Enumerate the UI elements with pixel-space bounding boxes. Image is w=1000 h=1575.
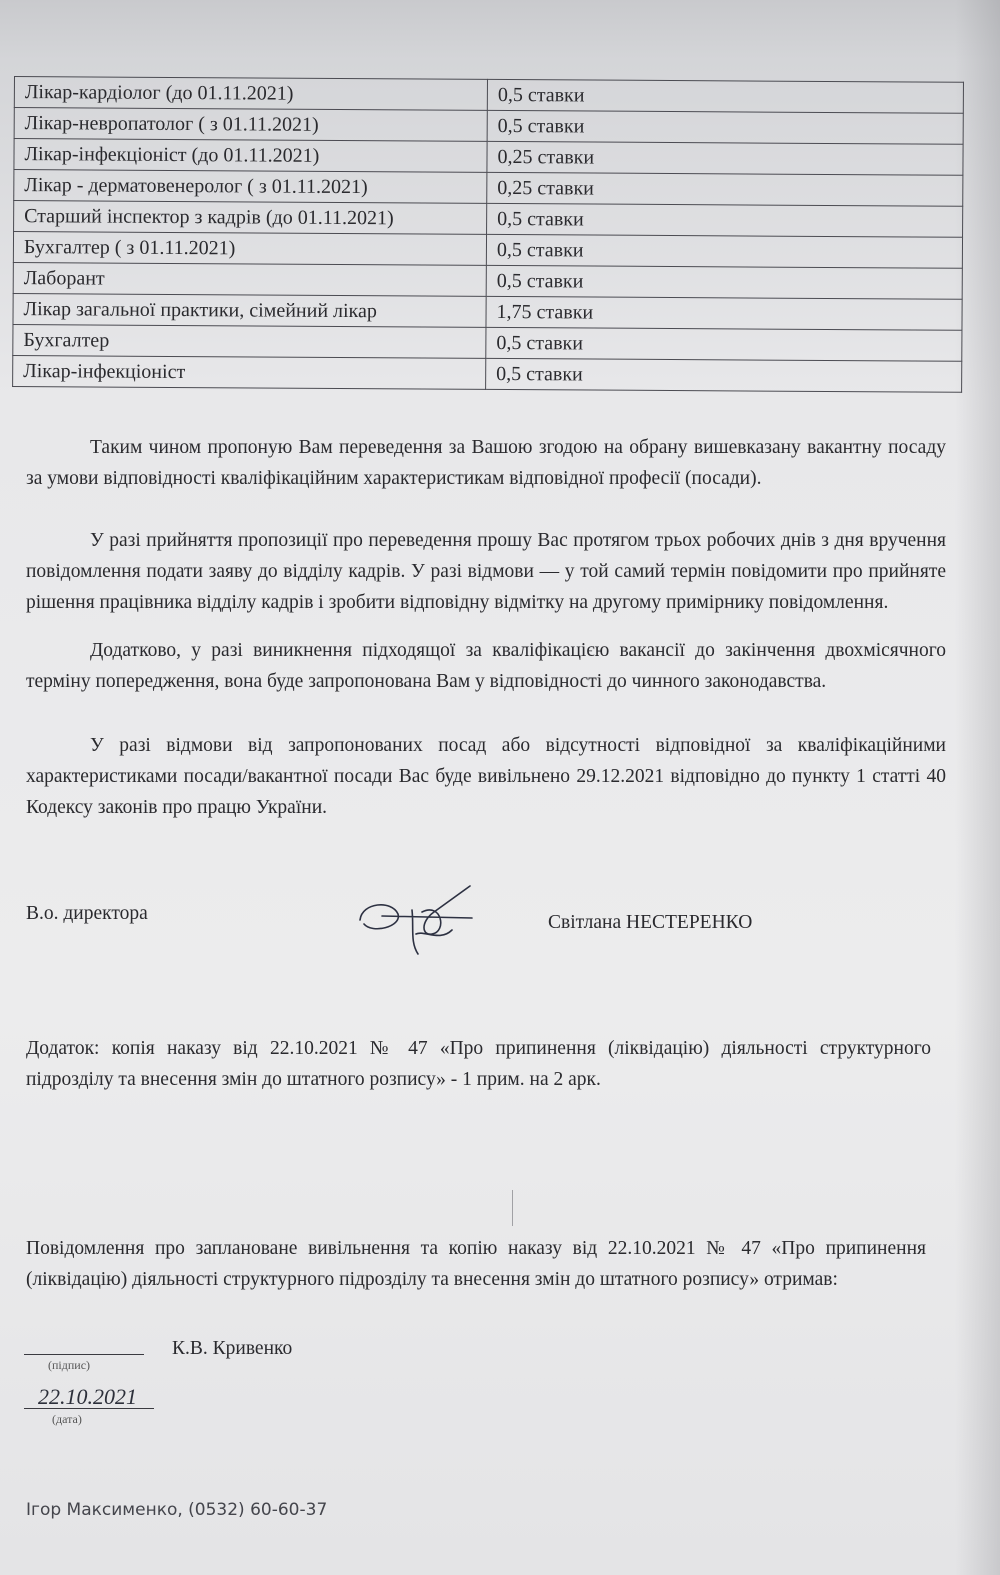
rate-cell: 0,5 ставки	[487, 110, 963, 144]
date-line	[24, 1408, 154, 1409]
paragraph-additional-vacancies: Додатково, у разі виникнення підходящої за кваліфікацією вакансії до закінчення двохмісячного терміну попередження, вона буде запропонована Вам у відповідності до чинного законодавства.	[26, 640, 946, 692]
table-row	[14, 201, 963, 238]
paper-fold-mark	[512, 1190, 513, 1226]
signature-line	[24, 1354, 144, 1355]
table-row	[14, 77, 963, 114]
position-cell: Лікар загальної практики, сімейний лікар	[13, 293, 486, 327]
table-row	[14, 139, 963, 176]
attachment-note: Додаток: копія наказу від 22.10.2021 № 47 «Про припинення (ліквідацію) діяльності структурного підрозділу та внесення змін до штатного розпису» - 1 прим. на 2 арк.	[26, 1038, 931, 1090]
rate-cell: 1,75 ставки	[486, 296, 962, 330]
position-cell: Лікар - дерматовенеролог ( з 01.11.2021)	[14, 170, 487, 204]
rate-cell: 0,25 ставки	[487, 141, 963, 175]
rate-cell: 0,5 ставки	[487, 203, 963, 237]
table-row	[13, 355, 962, 392]
table-row	[13, 232, 962, 269]
position-cell: Бухгалтер	[13, 324, 486, 358]
table-row	[14, 170, 963, 207]
rate-cell: 0,5 ставки	[487, 79, 963, 113]
recipient-name: К.В. Кривенко	[172, 1338, 293, 1359]
position-cell: Бухгалтер ( з 01.11.2021)	[13, 232, 486, 266]
position-cell: Лікар-невропатолог ( з 01.11.2021)	[14, 108, 487, 142]
position-cell: Лікар-кардіолог (до 01.11.2021)	[14, 77, 487, 111]
signatory-name: Світлана НЕСТЕРЕНКО	[548, 912, 753, 933]
paragraph-transfer-offer: Таким чином пропоную Вам переведення за Вашою згодою на обрану вишевказану вакантну посаду за умови відповідності кваліфікаційним характеристикам відповідної професії (посади).	[26, 437, 946, 489]
table-row	[14, 108, 963, 145]
signature-caption: (підпис)	[48, 1358, 91, 1372]
rate-cell: 0,5 ставки	[486, 234, 962, 268]
executor-contact: Ігор Максименко, (0532) 60-60-37	[26, 1500, 328, 1520]
rate-cell: 0,5 ставки	[486, 327, 962, 361]
table-row	[13, 293, 962, 330]
director-signature	[352, 872, 492, 962]
position-cell: Лаборант	[13, 262, 486, 296]
vacancies-table-body	[13, 77, 964, 393]
paragraph-dismissal-notice: У разі відмови від запропонованих посад або відсутності відповідної за кваліфікаційними характеристиками посади/вакантної посади Вас буде вивільнено 29.12.2021 відповідно до пункту 1 статті 40 Кодексу законів про працю України.	[26, 735, 946, 818]
position-cell: Старший інспектор з кадрів (до 01.11.2021)	[14, 201, 487, 235]
paragraph-acceptance-procedure: У разі прийняття пропозиції про переведення прошу Вас протягом трьох робочих днів з дня вручення повідомлення подати заяву до відділу кадрів. У разі відмови — у той самий термін повідомити про прийняте рішення працівника відділу кадрів і зробити відповідну відмітку на другому примірнику повідомлення.	[26, 530, 946, 613]
position-cell: Лікар-інфекціоніст (до 01.11.2021)	[14, 139, 487, 173]
receipt-statement: Повідомлення про заплановане вивільнення та копію наказу від 22.10.2021 № 47 «Про припинення (ліквідацію) діяльності структурного підрозділу та внесення змін до штатного розпису» отримав:	[26, 1238, 926, 1290]
position-cell: Лікар-інфекціоніст	[13, 355, 486, 389]
rate-cell: 0,25 ставки	[487, 172, 963, 206]
rate-cell: 0,5 ставки	[486, 265, 962, 299]
signatory-role: В.о. директора	[26, 903, 148, 924]
handwritten-date: 22.10.2021	[38, 1384, 137, 1409]
rate-cell: 0,5 ставки	[486, 358, 962, 392]
date-caption: (дата)	[52, 1412, 82, 1426]
vacancies-table	[12, 76, 964, 393]
